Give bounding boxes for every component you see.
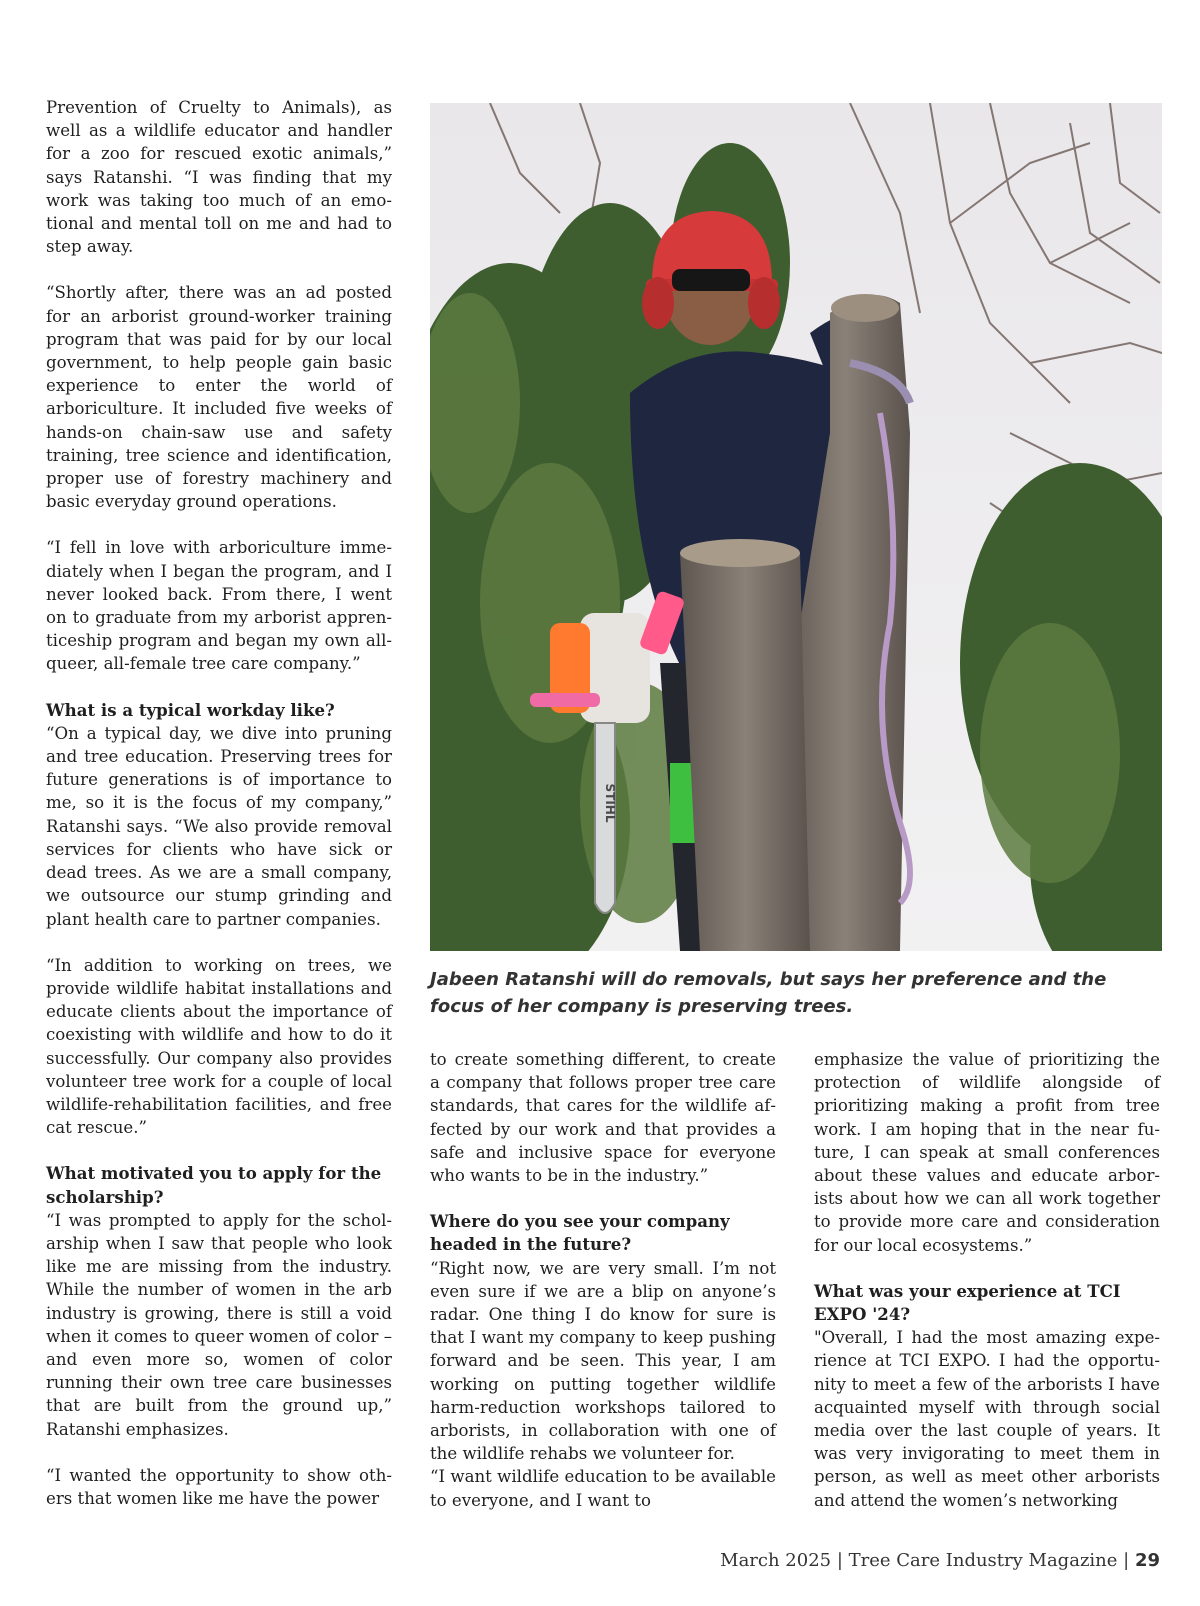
question-heading: Where do you see your company headed in the future? xyxy=(430,1211,730,1255)
arborist-photo-illustration xyxy=(430,103,1162,951)
photo-caption: Jabeen Ratanshi will do removals, but says her preference and the focus of her company is preserving trees. xyxy=(430,969,1107,1017)
paragraph: “I want wildlife education to be available to everyone, and I want to xyxy=(430,1467,776,1510)
question-heading: What was your experience at TCI EXPO '24? xyxy=(814,1280,1121,1325)
article-column-2 xyxy=(430,1048,776,1512)
question-heading: What motivated you to apply for the scholarship? xyxy=(46,1163,382,1207)
arborist-photo xyxy=(430,103,1162,951)
paragraph: Prevention of Cruelty to Animals), as well as a wildlife educator and handler for a zoo for rescued exotic animals,” says Ratanshi. “I was finding that my work was taking too much of an emotional and mental toll on me and had to step away. xyxy=(46,98,392,257)
paragraph: emphasize the value of prioritizing the protection of wildlife alongside of prioritizing making a profit from tree work. I am hoping that in the near future, I can speak at small conferences about these values and educate arborists about how we can all work together to provide more care and consideration for our local ecosystems.” xyxy=(814,1050,1160,1255)
chainsaw-brand-label: STIHL xyxy=(603,783,617,823)
article-column-1 xyxy=(46,96,392,1510)
paragraph: "Overall, I had the most amazing experience at TCI EXPO. I had the opportunity to meet a few of the arborists I have acquainted myself with through social media over the last couple of years. It was very invigorating to meet them in person, as well as meet other arborists and attend the women’s networking xyxy=(814,1328,1160,1510)
page-footer xyxy=(720,1550,1160,1571)
footer-publication: March 2025 | Tree Care Industry Magazine | xyxy=(720,1550,1135,1571)
paragraph: “Shortly after, there was an ad posted for an arborist ground-worker training program that was paid for by our local government, to help people gain basic experience to enter the world of arboriculture. It included five weeks of hands-on chain-saw use and safety training, tree science and identification, proper use of forestry machinery and basic everyday ground operations. xyxy=(46,283,392,512)
question-heading: What is a typical workday like? xyxy=(46,699,335,720)
paragraph: “On a typical day, we dive into pruning and tree education. Preserving trees for future generations is of importance to me, so it is the focus of my company,” Ratanshi says. “We also provide removal services for clients who have sick or dead trees. As we are a small company, we outsource our stump grinding and plant health care to partner companies. xyxy=(46,723,392,929)
paragraph: “In addition to working on trees, we provide wildlife habitat installations and educate clients about the importance of coexisting with wildlife and how to do it successfully. Our company also provides volunteer tree work for a couple of local wildlife-rehabilitation facilities, and free cat rescue.” xyxy=(46,955,392,1138)
paragraph: “I fell in love with arboriculture immediately when I began the program, and I never looked back. From there, I went on to graduate from my arborist apprenticeship program and began my own all-queer, all-female tree care company.” xyxy=(46,538,392,674)
paragraph: to create something different, to create a company that follows proper tree care standards, that cares for the wildlife affected by our work and that provides a safe and inclusive space for everyone who wants to be in the industry.” xyxy=(430,1050,776,1186)
paragraph: “Right now, we are very small. I’m not even sure if we are a blip on anyone’s radar. One thing I do know for sure is that I want my company to keep pushing forward and be seen. This year, I am working on putting together wildlife harm-reduction workshops tailored to arborists, in collaboration with one of the wildlife rehabs we volunteer for. xyxy=(430,1258,776,1464)
paragraph: “I wanted the opportunity to show others that women like me have the power xyxy=(46,1465,392,1508)
paragraph: “I was prompted to apply for the scholarship when I saw that people who look like me are missing from the industry. While the number of women in the arb industry is growing, there is still a void when it comes to queer women of color – and even more so, women of color running their own tree care businesses that are built from the ground up,” Ratanshi emphasizes. xyxy=(46,1210,392,1439)
article-column-3 xyxy=(814,1048,1160,1512)
page-number: 29 xyxy=(1134,1550,1160,1571)
